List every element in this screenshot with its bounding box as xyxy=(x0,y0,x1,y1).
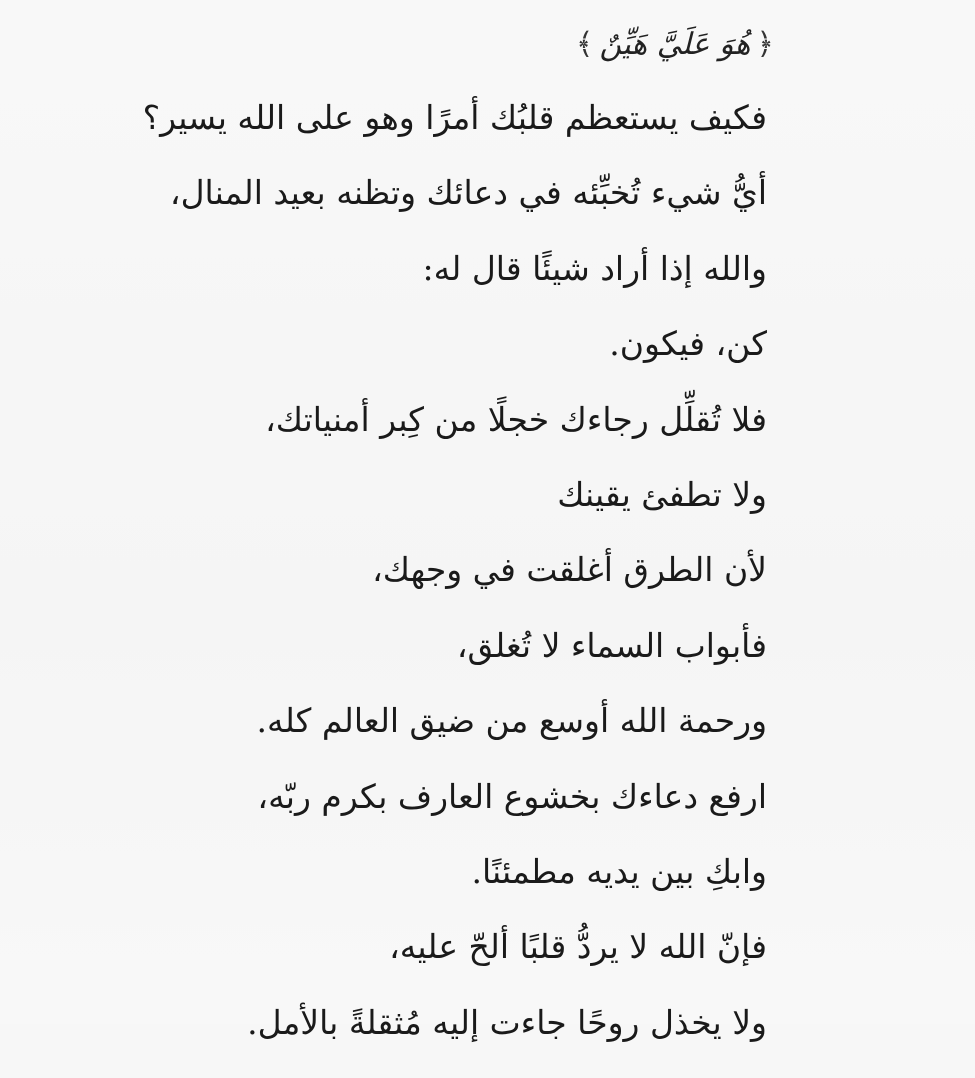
poem-line: كن، فيكون. xyxy=(609,324,767,364)
ornate-bracket-close: ﴾ xyxy=(575,27,594,62)
poem-line: أيُّ شيء تُخبِّئه في دعائك وتظنه بعيد المنال، xyxy=(169,173,767,213)
poem-line: ولا يخذل روحًا جاءت إليه مُثقلةً بالأمل. xyxy=(247,1002,767,1042)
poem-line: فكيف يستعظم قلبُك أمرًا وهو على الله يسير؟ xyxy=(142,98,767,137)
poem-line: فلا تُقلِّل رجاءك خجلًا من كِبر أمنياتك، xyxy=(265,399,767,439)
poem-line: فإنّ الله لا يردُّ قلبًا ألحّ عليه، xyxy=(389,927,767,967)
poem-body xyxy=(47,98,767,1078)
poem-line: ولا تطفئ يقينك xyxy=(557,474,767,514)
poem-line: فأبواب السماء لا تُغلق، xyxy=(456,625,767,665)
poem-line: لأن الطرق أغلقت في وجهك، xyxy=(372,550,767,590)
poem-line: ورحمة الله أوسع من ضيق العالم كله. xyxy=(256,701,767,741)
title-text: هُوَ عَلَيَّ هَيِّنٌ xyxy=(599,27,751,62)
poem-title xyxy=(570,27,780,62)
poem-line: وابكِ بين يديه مطمئنًا. xyxy=(471,851,767,891)
poem-line: ارفع دعاءك بخشوع العارف بكرم ربّه، xyxy=(257,776,767,816)
poem-line: والله إذا أراد شيئًا قال له: xyxy=(422,248,767,288)
ornate-bracket-open: ﴿ xyxy=(756,27,774,62)
